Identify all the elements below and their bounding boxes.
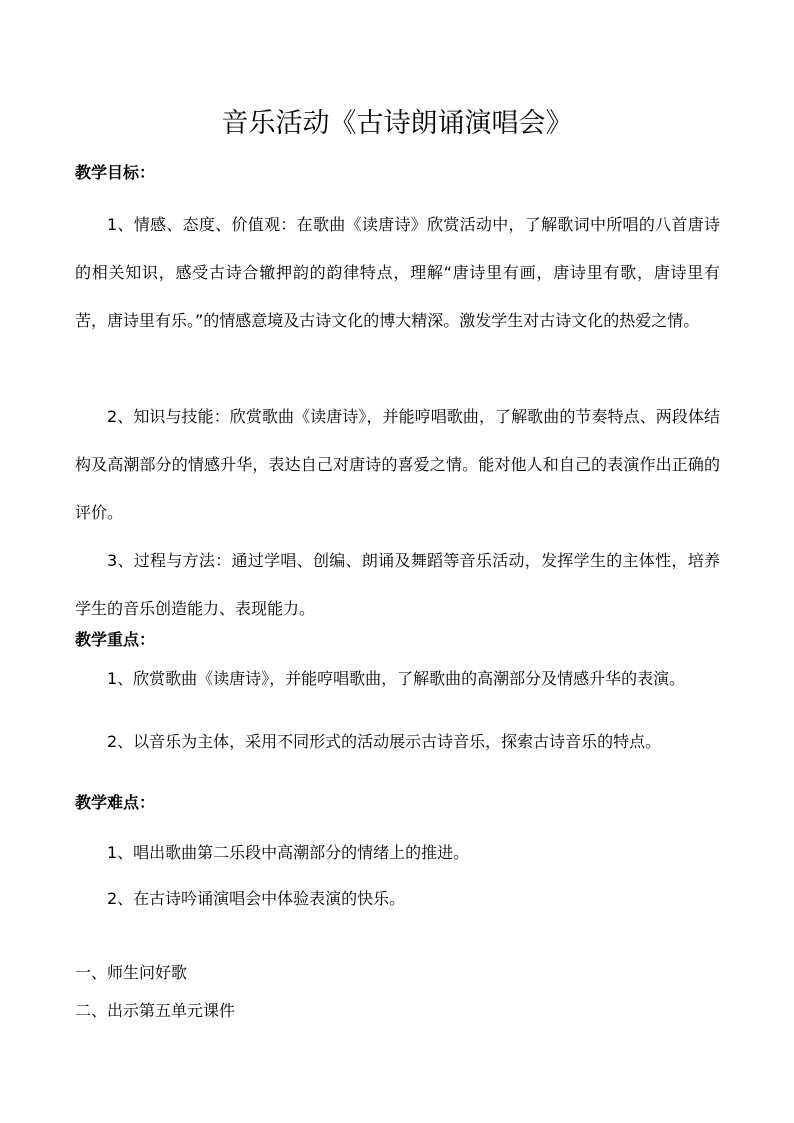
step-item-1: 一、师生问好歌 [75, 963, 188, 982]
difficulties-heading: 教学难点： [75, 793, 156, 812]
document-title: 音乐活动《古诗朗诵演唱会》 [221, 108, 573, 139]
key-points-heading: 教学重点： [75, 630, 156, 649]
key-point-item-1: 1、欣赏歌曲《读唐诗》，并能哼唱歌曲，了解歌曲的高潮部分及情感升华的表演。 [107, 669, 686, 688]
step-item-2: 二、出示第五单元课件 [75, 1001, 236, 1020]
objective-item-3: 3、过程与方法：通过学唱、创编、朗诵及舞蹈等音乐活动，发挥学生的主体性，培养学生的音乐创造能力、表现能力。 [75, 551, 720, 618]
objectives-heading: 教学目标： [75, 163, 156, 182]
key-point-item-2: 2、以音乐为主体，采用不同形式的活动展示古诗音乐，探索古诗音乐的特点。 [107, 732, 662, 751]
difficulty-item-2: 2、在古诗吟诵演唱会中体验表演的快乐。 [107, 889, 406, 908]
objective-item-2: 2、知识与技能：欣赏歌曲《读唐诗》，并能哼唱歌曲，了解歌曲的节奏特点、两段体结构及高潮部分的情感升华，表达自己对唐诗的喜爱之情。能对他人和自己的表演作出正确的评价。 [75, 407, 720, 522]
objective-item-1: 1、情感、态度、价值观：在歌曲《读唐诗》欣赏活动中，了解歌词中所唱的八首唐诗的相关知识，感受古诗合辙押韵的韵律特点，理解“唐诗里有画，唐诗里有歌，唐诗里有苦，唐诗里有乐。”的情感意境及古诗文化的博大精深。激发学生对古诗文化的热爱之情。 [75, 215, 720, 330]
difficulty-item-1: 1、唱出歌曲第二乐段中高潮部分的情绪上的推进。 [107, 843, 470, 862]
